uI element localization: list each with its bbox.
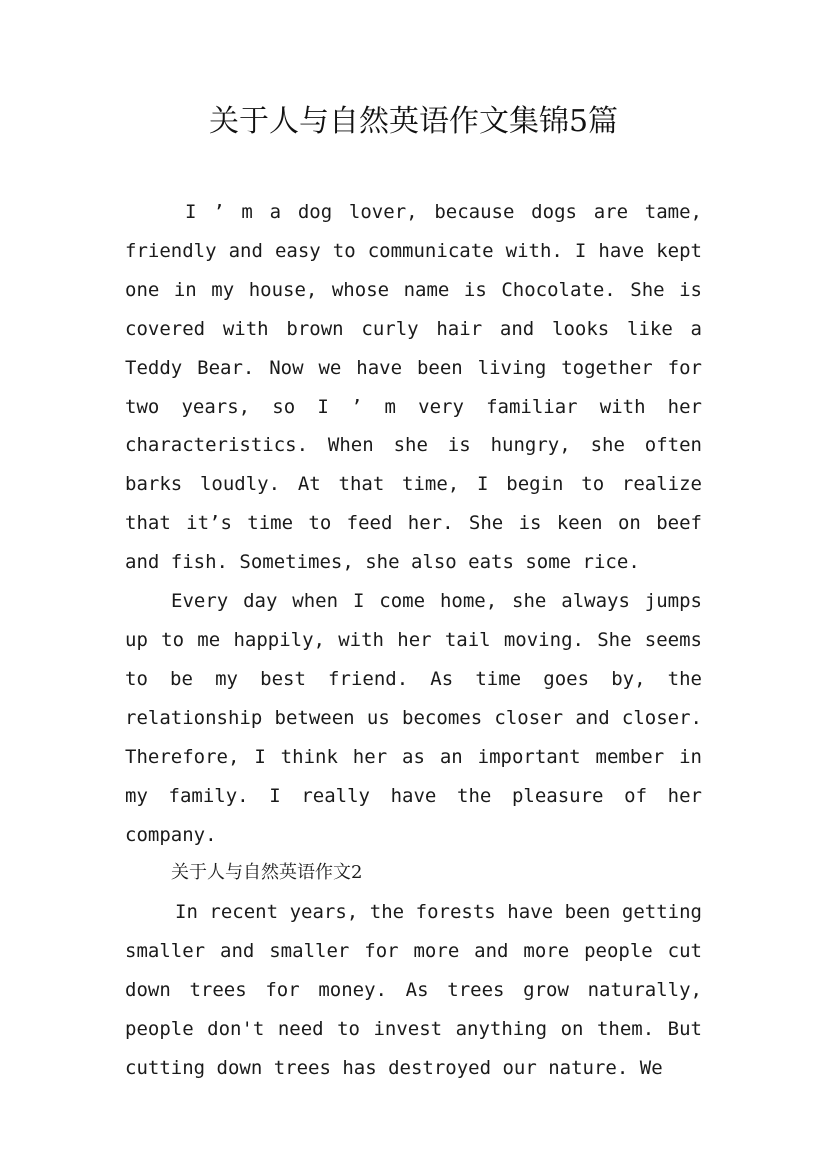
section-heading-essay-2: 关于人与自然英语作文2 <box>171 862 363 884</box>
paragraph-dog-friend: Every day when I come home, she always jumps up to me happily, with her tail moving. She seems to be my best friend. As time goes by, the relationship between us becomes closer and closer. Therefore, I think her as an important member in my family. I really have the pleasure of her company. <box>125 590 702 846</box>
document-title: 关于人与自然英语作文集锦5篇 <box>208 104 619 139</box>
paragraph-forests: In recent years, the forests have been getting smaller and smaller for more and more people cut down trees for money. As trees grow naturally, people don't need to invest anything on them. But cutting down trees has destroyed our nature. We <box>125 901 702 1079</box>
document-body <box>125 193 702 1088</box>
paragraph-dog-lover: I ’ m a dog lover, because dogs are tame, friendly and easy to communicate with. I have kept one in my house, whose name is Chocolate. She is covered with brown curly hair and looks like a Teddy Bear. Now we have been living together for two years, so I ’ m very familiar with her characteristics. When she is hungry, she often barks loudly. At that time, I begin to realize that it’s time to feed her. She is keen on beef and fish. Sometimes, she also eats some rice. <box>125 201 702 574</box>
